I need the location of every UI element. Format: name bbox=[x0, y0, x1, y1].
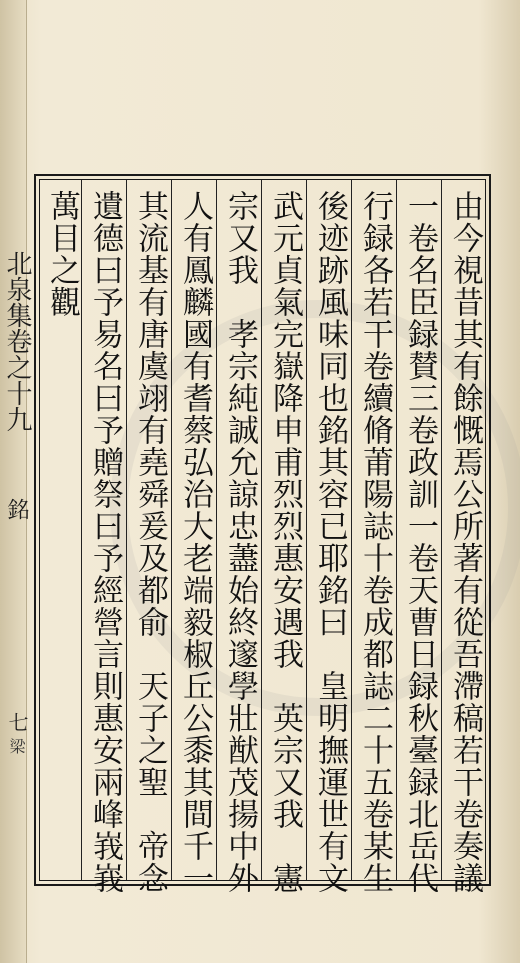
text-frame bbox=[34, 174, 491, 894]
text-frame-inner bbox=[39, 179, 486, 894]
column-rule bbox=[171, 180, 172, 880]
column-rule bbox=[306, 180, 307, 880]
text-column-9: 遺德曰予易名曰予贈祭曰予經營言則惠安兩峰峩峩 bbox=[87, 190, 123, 894]
text-column-8: 其流基有唐虞翊有堯舜爰及都俞 天子之聖 帝念 bbox=[132, 190, 168, 894]
text-column-5: 武元貞氣完嶽降申甫烈烈惠安遇我 英宗又我 憲 bbox=[267, 190, 303, 894]
text-column-2: 一卷名臣録賛三卷政訓一卷天曹日録秋臺録北岳代 bbox=[402, 190, 438, 894]
column-rule bbox=[441, 180, 442, 880]
text-column-4: 後迹跡風味同也銘其容已耶銘曰 皇明撫運世有文 bbox=[312, 190, 348, 894]
column-rule bbox=[216, 180, 217, 880]
text-column-10: 萬目之觀 bbox=[44, 190, 80, 318]
column-rule bbox=[396, 180, 397, 880]
column-rule bbox=[351, 180, 352, 880]
column-rule bbox=[126, 180, 127, 880]
binding-gutter bbox=[0, 0, 27, 963]
margin-book-title: 北泉集卷之十九 bbox=[2, 250, 32, 432]
text-column-7: 人有鳳麟國有耆蔡弘治大老端毅椒丘公黍其間千一 bbox=[177, 190, 213, 894]
text-column-6: 宗又我 孝宗純誠允諒忠藎始終邃學壯猷茂揚中外 bbox=[222, 190, 258, 894]
margin-page-number: 七 bbox=[5, 712, 29, 732]
column-rule bbox=[261, 180, 262, 880]
text-column-1: 由今視昔其有餘慨焉公所著有從吾滯稿若干卷奏議 bbox=[447, 190, 483, 894]
margin-mark: 梁 bbox=[7, 738, 26, 754]
text-column-3: 行録各若干卷續脩莆陽誌十卷成都誌二十五卷某生 bbox=[357, 190, 393, 894]
margin-section-label: 銘 bbox=[4, 498, 29, 520]
